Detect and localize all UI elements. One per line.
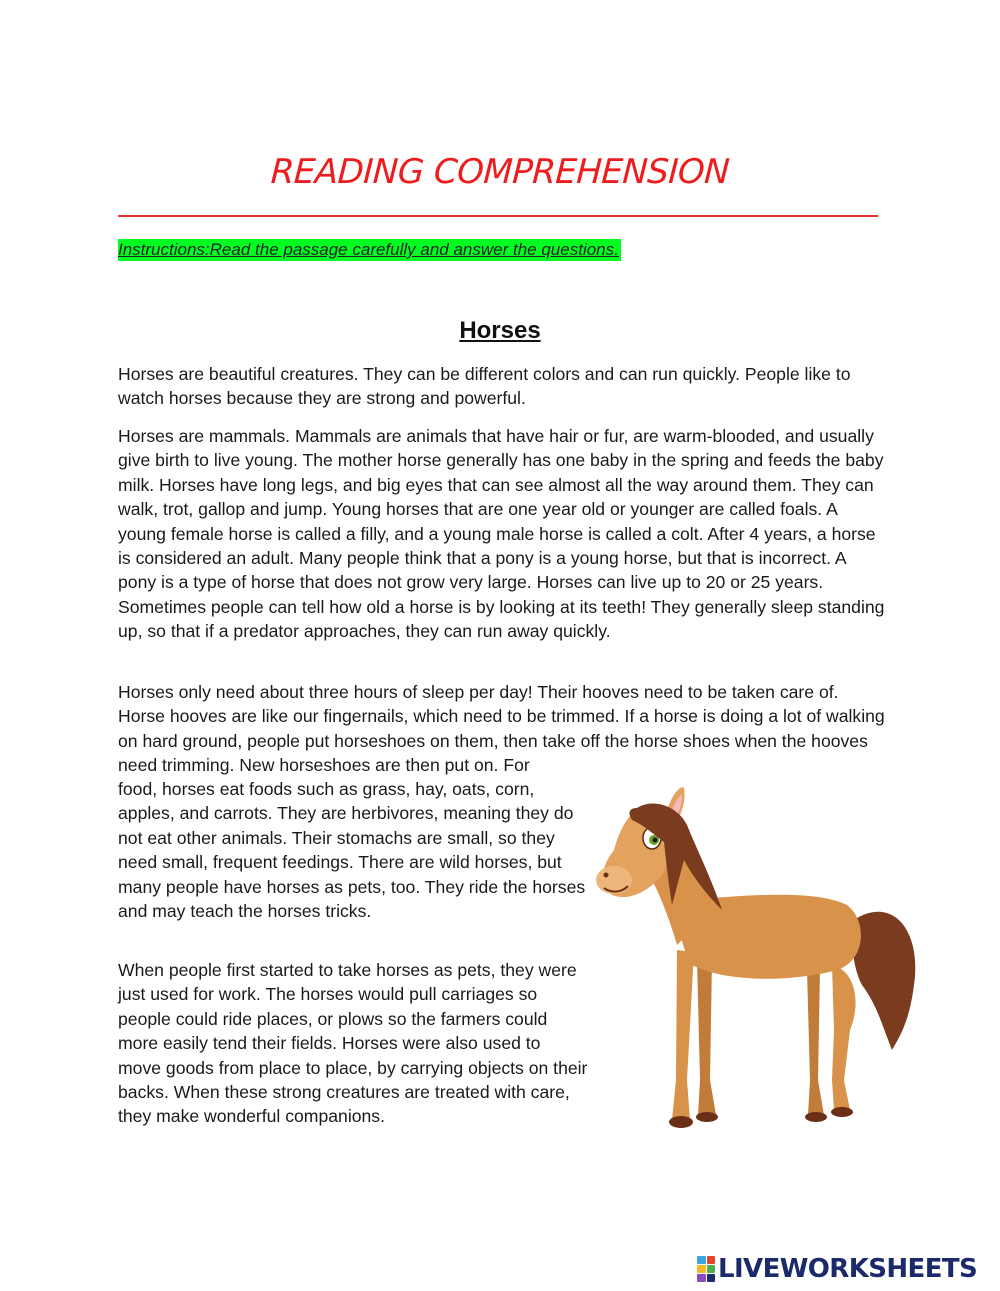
horse-hoof (831, 1107, 853, 1117)
horse-hoof (805, 1112, 827, 1122)
liveworksheets-logo-text: LIVEWORKSHEETS (718, 1254, 978, 1284)
instructions-text: Instructions:Read the passage carefully and answer the questions. (118, 240, 619, 259)
liveworksheets-logo-icon (697, 1256, 715, 1282)
passage-paragraph: Horses are beautiful creatures. They can be different colors and can run quickly. People like to watch horses because they are strong and powerful. (118, 364, 851, 409)
horse-tail (852, 912, 915, 1050)
horse-front-leg (672, 950, 694, 1120)
horse-back-leg (832, 965, 856, 1110)
horse-illustration (592, 780, 922, 1160)
horse-front-leg (697, 960, 716, 1115)
liveworksheets-logo (697, 1255, 977, 1283)
passage-paragraph: When people first started to take horses as pets, they were just used for work. The horses would pull carriages so people could ride places, or plows so the farmers could more easily tend their fields. Horses were also used to move goods from place to place, by carrying objects on their backs. When these strong creatures are treated with care, they make wonderful companions. (118, 960, 588, 1127)
horse-hoof (696, 1112, 718, 1122)
title-divider (118, 215, 878, 217)
passage-paragraph: food, horses eat foods such as grass, hay, oats, corn, apples, and carrots. They are herbivores, meaning they do not eat other animals. Their stomachs are small, so they need small, frequent feedings. There are wild horses, but many people have horses as pets, too. They ride the horses and may teach the horses tricks. (118, 779, 586, 922)
passage-paragraph: Horses are mammals. Mammals are animals that have hair or fur, are warm-blooded, and usually give birth to live young. The mother horse generally has one baby in the spring and feeds the baby milk. Horses have long legs, and big eyes that can see almost all the way around them. They can walk, trot, gallop and jump. Young horses that are one year old or younger are called foals. A young female horse is called a filly, and a young male horse is called a colt. After 4 years, a horse is considered an adult. Many people think that a pony is a young horse, but that is incorrect. A pony is a type of horse that does not grow very large. Horses can live up to 20 or 25 years. Sometimes people can tell how old a horse is by looking at its teeth! They generally sleep standing up, so that if a predator approaches, they can run away quickly. (118, 426, 885, 642)
horse-back-leg (807, 970, 824, 1115)
page-title: READING COMPREHENSION (269, 152, 731, 192)
passage-heading: Horses (459, 317, 541, 344)
horse-muzzle (596, 866, 632, 894)
passage-paragraph: Horses only need about three hours of sleep per day! Their hooves need to be taken care of. Horse hooves are like our fingernails, which need to be trimmed. If a horse is doing a lot of walking on hard ground, people put horseshoes on them, then take off the horse shoes when the hooves need trimming. New horseshoes are then put on. For (118, 682, 885, 776)
horse-hoof (669, 1116, 693, 1128)
